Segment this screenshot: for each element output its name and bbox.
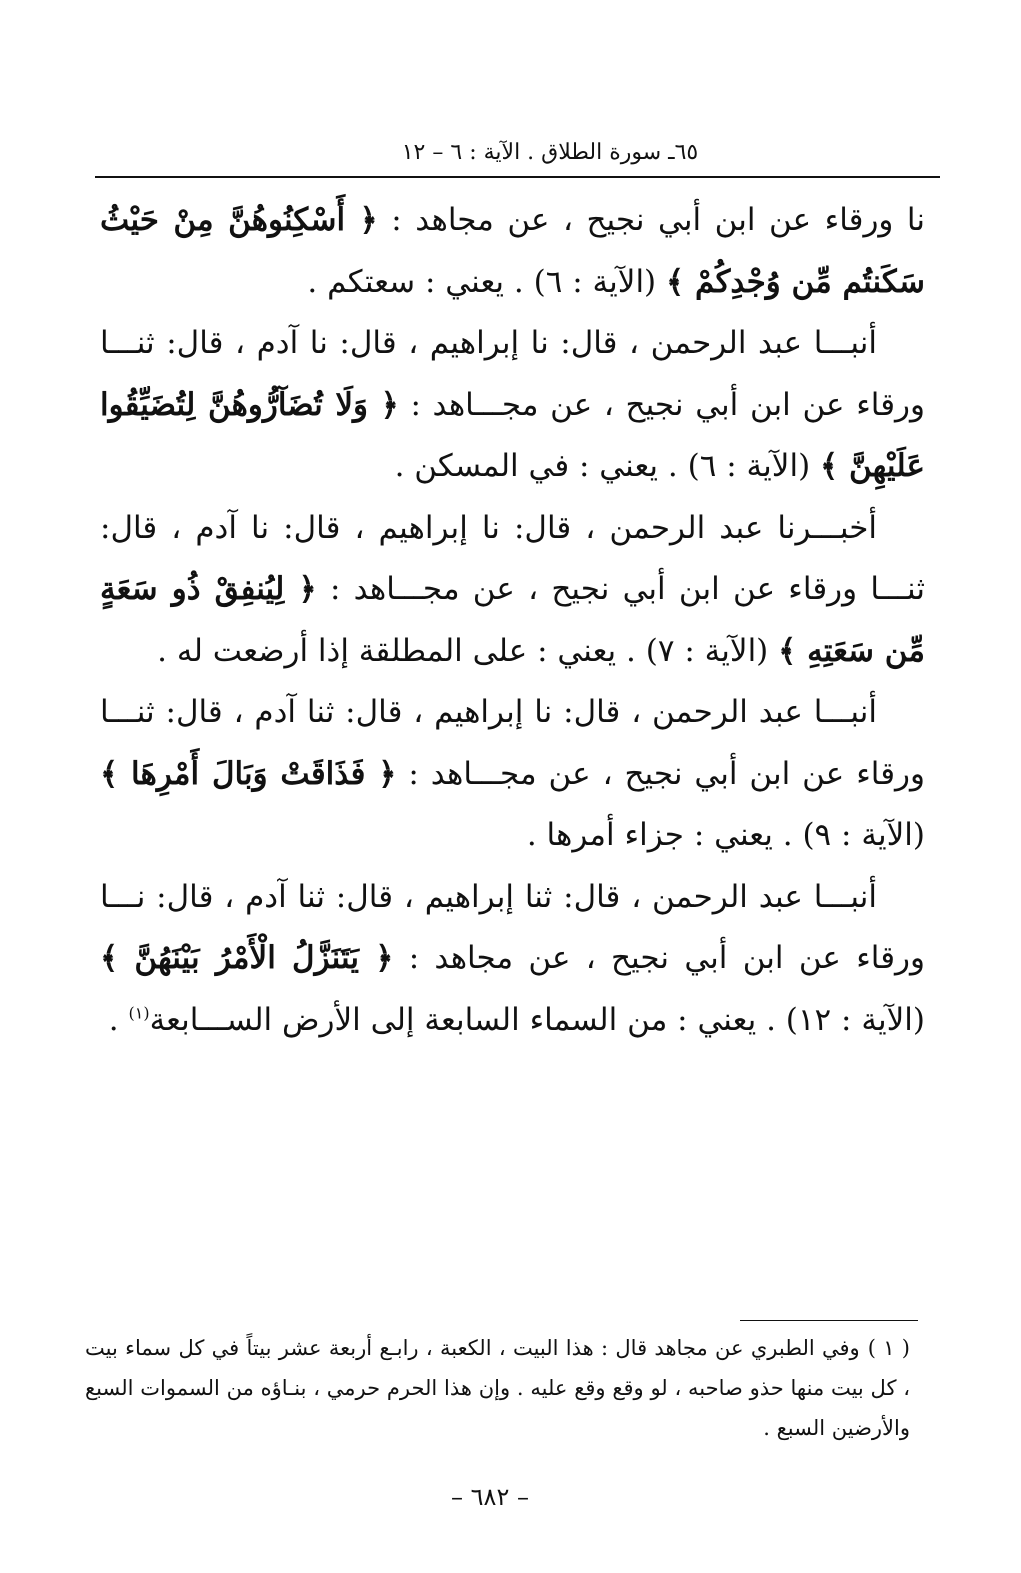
- paragraph-1-commentary: (الآية : ٦) . يعني : سعتكم .: [307, 263, 667, 300]
- paragraph-2-commentary: (الآية : ٦) . يعني : في المسكن .: [394, 448, 821, 484]
- paragraph-1: [100, 190, 925, 313]
- header-rule: [95, 176, 940, 178]
- paragraph-4: [100, 682, 925, 867]
- paragraph-4-commentary: (الآية : ٩) . يعني : جزاء أمرها .: [526, 817, 925, 853]
- running-header: ٦٥ـ سورة الطلاق . الآية : ٦ – ١٢: [401, 140, 699, 165]
- paragraph-5-verse: ﴿ يَتَنَزَّلُ الْأَمْرُ بَيْنَهُنَّ ﴾: [100, 940, 394, 976]
- footnotes: [85, 1328, 910, 1448]
- paragraph-3-verse: ﴿ لِيُنفِقْ ذُو سَعَةٍ مِّن سَعَتِهِ ﴾: [100, 571, 925, 669]
- paragraph-5-commentary: (الآية : ١٢) . يعني : من السماء السابعة إلى الأرض الســـابعة: [149, 1001, 925, 1038]
- paragraph-2-isnad: أنبـــا عبد الرحمن ، قال: نا إبراهيم ، قال: نا آدم ، قال: ثنـــا ورقاء عن ابن أبي نجيح ، عن مجـــاهد :: [100, 325, 925, 423]
- footnote-text: وفي الطبري عن مجاهد قال : هذا البيت ، الكعبة ، رابـع أربعة عشر بيتاً في كل سماء بيت ، كل بيت منها حذو صاحبه ، لو وقع وقع عليه . وإن هذا الحرم حرمي ، بنـاؤه من السموات السبع والأرضين السبع .: [85, 1336, 910, 1440]
- footnote-number: ( ١ ): [867, 1336, 910, 1360]
- paragraph-3-commentary: (الآية : ٧) . يعني : على المطلقة إذا أرضعت له .: [157, 632, 779, 669]
- footnote-rule: [740, 1320, 918, 1321]
- paragraph-5-end: .: [108, 1001, 129, 1038]
- paragraph-3-isnad: أخبـــرنا عبد الرحمن ، قال: نا إبراهيم ، قال: نا آدم ، قال: ثنـــا ورقاء عن ابن أبي نجيح ، عن مجـــاهد :: [100, 509, 925, 607]
- paragraph-4-isnad: أنبـــا عبد الرحمن ، قال: نا إبراهيم ، قال: ثنا آدم ، قال: ثنـــا ورقاء عن ابن أبي نجيح ، عن مجـــاهد :: [100, 694, 925, 792]
- page-number: – ٦٨٢ –: [451, 1483, 529, 1511]
- paragraph-5-isnad: أنبـــا عبد الرحمن ، قال: ثنا إبراهيم ، قال: ثنا آدم ، قال: نـــا ورقاء عن ابن أبي نجيح ، عن مجاهد :: [100, 878, 925, 976]
- paragraph-2-verse: ﴿ وَلَا تُضَآرُّوهُنَّ لِتُضَيِّقُوا عَلَيْهِنَّ ﴾: [100, 386, 925, 484]
- paragraph-1-verse: ﴿ أَسْكِنُوهُنَّ مِنْ حَيْثُ سَكَنتُم مِّن وُجْدِكُمْ ﴾: [100, 202, 925, 300]
- paragraph-1-isnad: نا ورقاء عن ابن أبي نجيح ، عن مجاهد :: [377, 202, 925, 238]
- main-text: [100, 190, 925, 1051]
- paragraph-5: [100, 867, 925, 1052]
- paragraph-3: [100, 498, 925, 683]
- footnote-reference[interactable]: (١): [128, 1003, 150, 1023]
- paragraph-4-verse: ﴿ فَذَاقَتْ وَبَالَ أَمْرِهَا ﴾: [100, 755, 397, 792]
- paragraph-2: [100, 313, 925, 498]
